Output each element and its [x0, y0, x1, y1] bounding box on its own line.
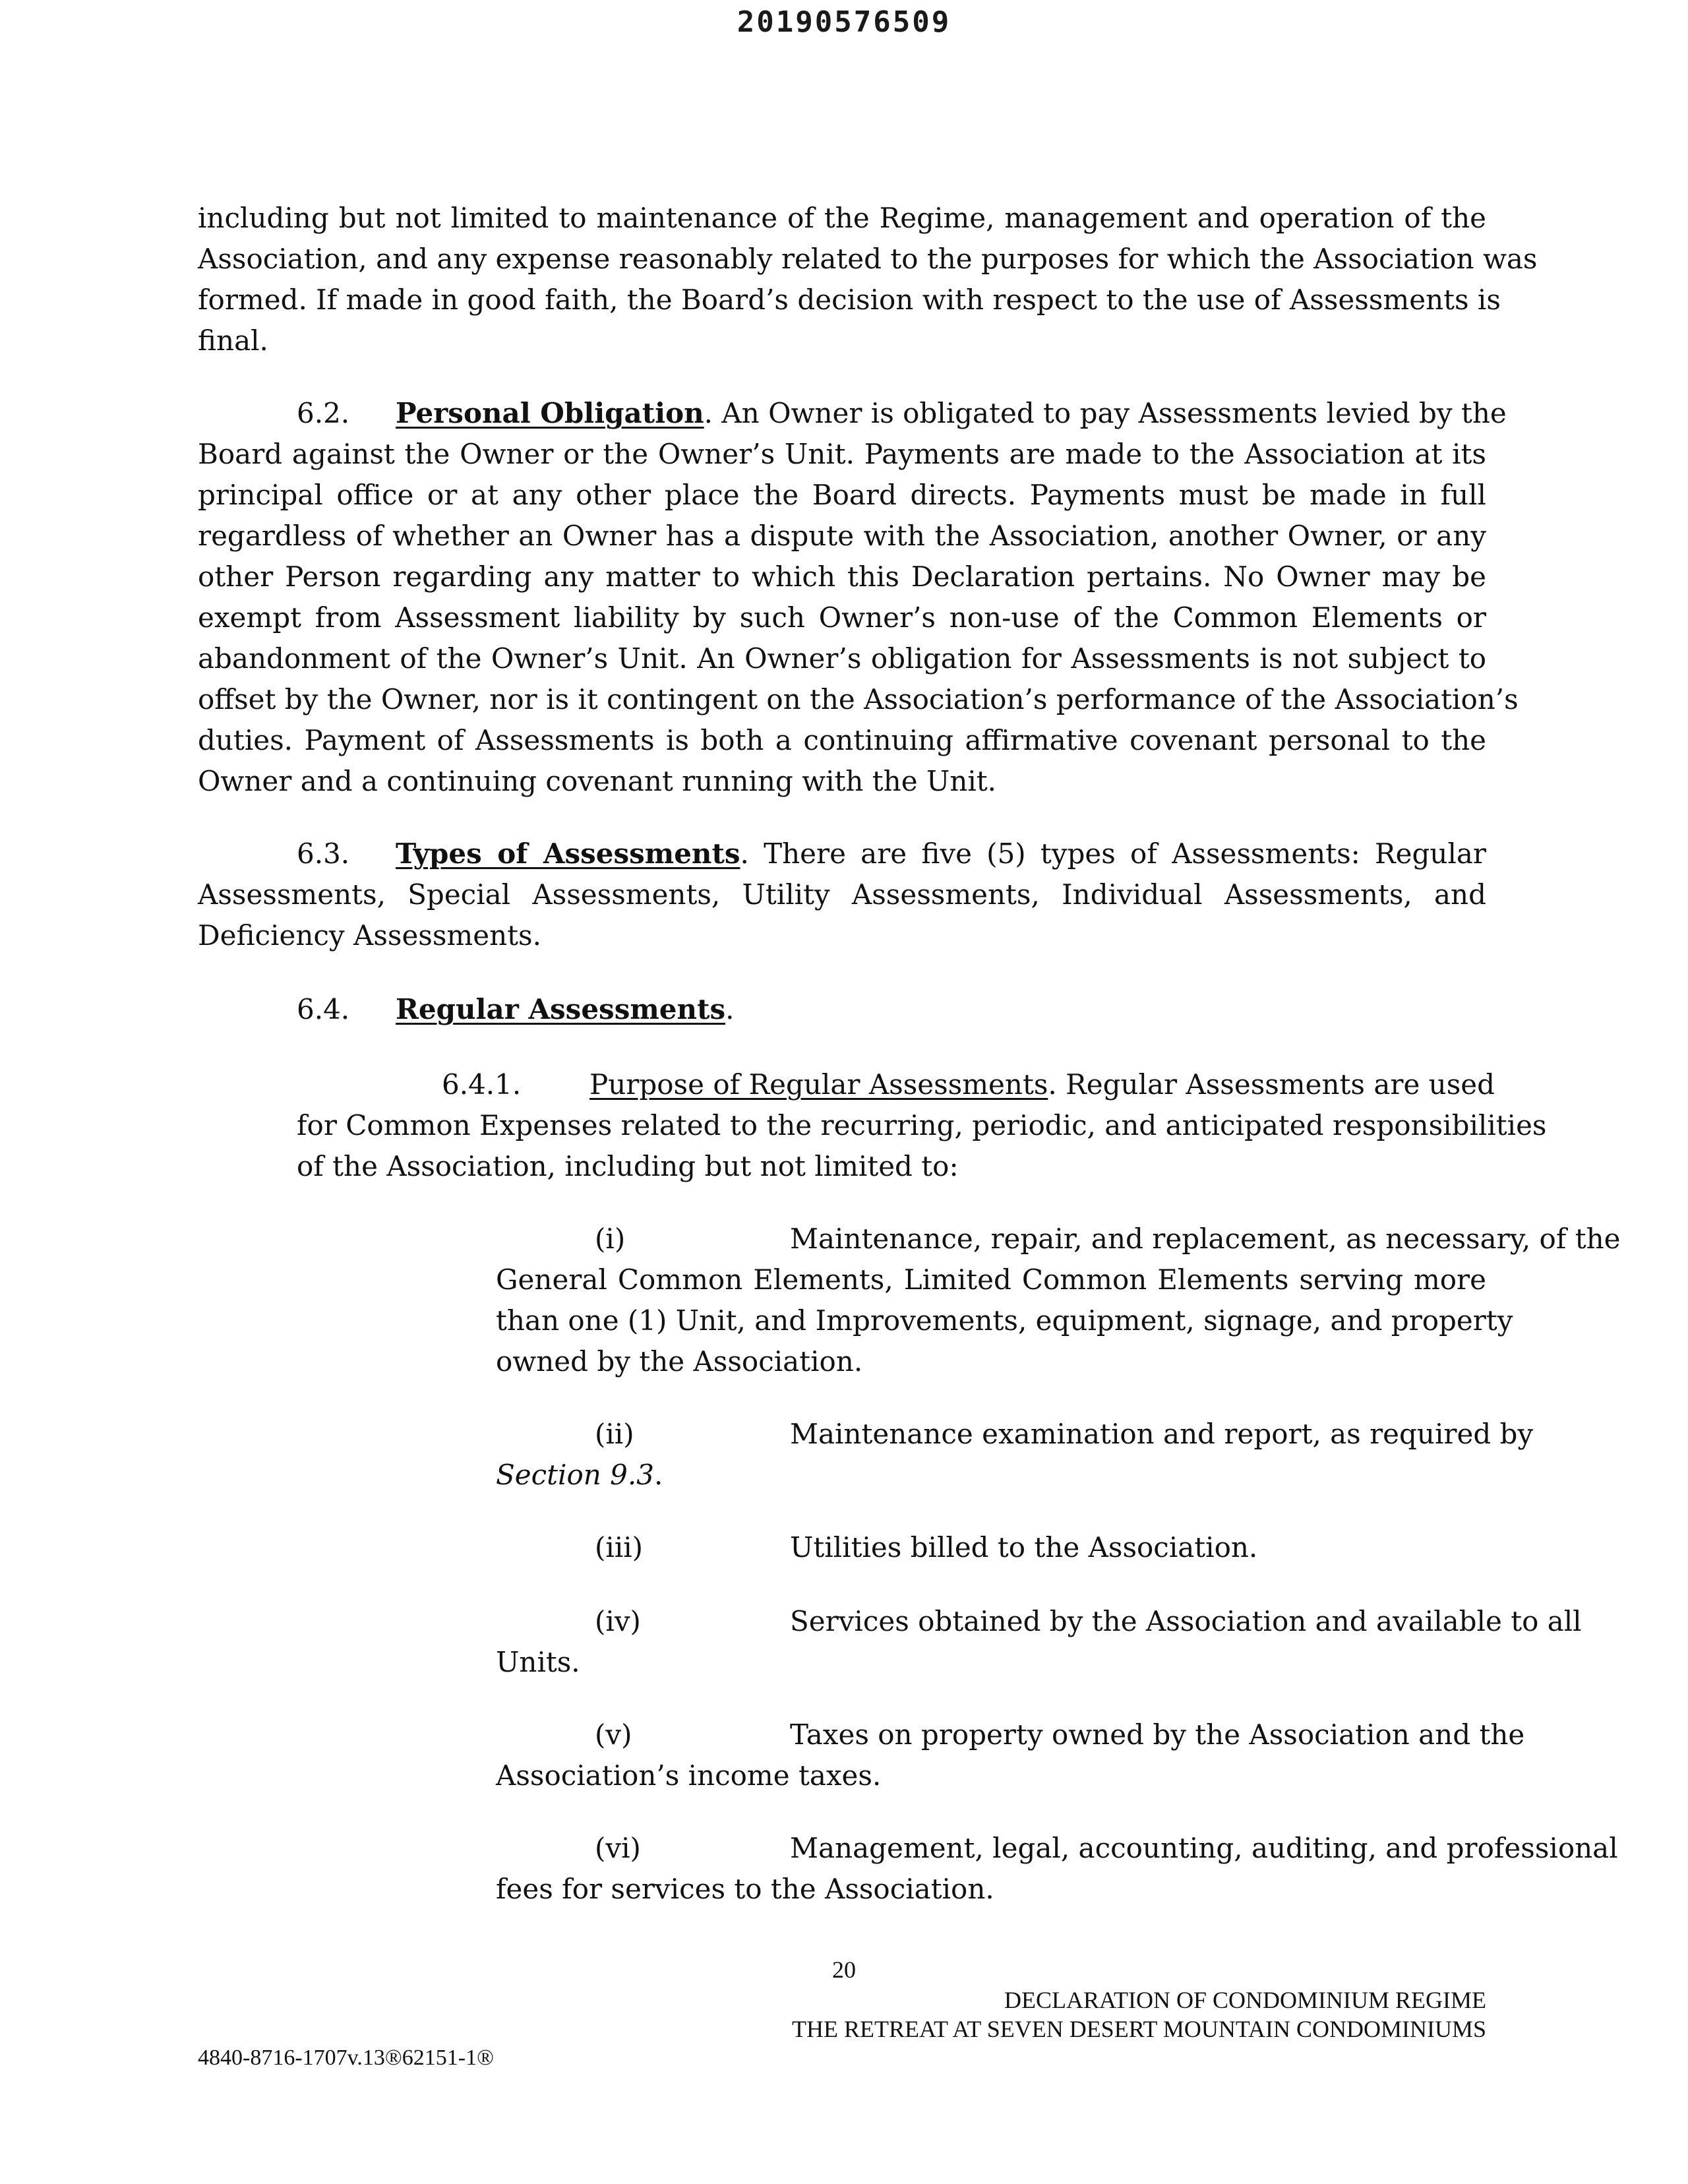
- text-run: Services obtained by the Association and available to all: [790, 1605, 1582, 1637]
- section-number: 6.4.: [297, 993, 350, 1025]
- section-number: 6.3.: [297, 837, 350, 870]
- list-item: [496, 1219, 1621, 1382]
- intro-paragraph: [198, 198, 1538, 361]
- section-heading: Regular Assessments: [396, 993, 726, 1025]
- text-line: duties. Payment of Assessments is both a continuing affirmative covenant personal to the: [198, 724, 1486, 756]
- text-run: . An Owner is obligated to pay Assessments levied by the: [704, 397, 1507, 429]
- text-line: General Common Elements, Limited Common Elements serving more: [496, 1263, 1486, 1296]
- footer-title-line-2: THE RETREAT AT SEVEN DESERT MOUNTAIN CONDOMINIUMS: [792, 2016, 1486, 2042]
- text-run: . Regular Assessments are used: [1048, 1068, 1495, 1101]
- document-id: 4840-8716-1707v.13®62151-1®: [198, 2046, 494, 2070]
- list-item: [496, 1714, 1525, 1796]
- text-line: Units.: [496, 1646, 580, 1678]
- text-run: Maintenance examination and report, as required by: [790, 1418, 1534, 1450]
- item-first-line: [496, 1714, 1525, 1755]
- text-line: offset by the Owner, nor is it contingent on the Association’s performance of the Association’s: [198, 683, 1519, 715]
- text-run: .: [725, 993, 735, 1025]
- section-first-line: [198, 989, 1486, 1030]
- text-line: Association, and any expense reasonably related to the purposes for which the Association was: [198, 243, 1538, 275]
- text-run: Taxes on property owned by the Association and the: [790, 1718, 1525, 1751]
- section-reference: Section 9.3: [496, 1459, 654, 1491]
- section-heading: Types of Assessments: [396, 837, 740, 870]
- item-first-line: [496, 1601, 1582, 1642]
- text-line: regardless of whether an Owner has a dispute with the Association, another Owner, or any: [198, 520, 1486, 552]
- list-item: [496, 1828, 1618, 1910]
- item-first-line: [496, 1414, 1534, 1455]
- section-number: 6.4.1.: [442, 1068, 522, 1101]
- section-6-4: [198, 989, 1486, 1030]
- text-line: abandonment of the Owner’s Unit. An Owner’s obligation for Assessments is not subject to: [198, 642, 1486, 675]
- item-label: (i): [595, 1223, 626, 1255]
- text-line: Assessments, Special Assessments, Utility Assessments, Individual Assessments, and: [198, 878, 1486, 911]
- list-item: [496, 1601, 1582, 1683]
- item-first-line: [496, 1828, 1618, 1869]
- text-line: for Common Expenses related to the recurring, periodic, and anticipated responsibilities: [297, 1109, 1547, 1141]
- text-line: principal office or at any other place the Board directs. Payments must be made in full: [198, 479, 1486, 511]
- text-line: Association’s income taxes.: [496, 1759, 882, 1792]
- section-6-2: [198, 393, 1519, 802]
- text-line: Board against the Owner or the Owner’s Unit. Payments are made to the Association at its: [198, 438, 1486, 470]
- text-line: final.: [198, 324, 268, 357]
- text-line: fees for services to the Association.: [496, 1873, 994, 1905]
- page-number: 20: [832, 1957, 856, 1983]
- text-run: .: [653, 1459, 663, 1491]
- item-label: (iii): [595, 1531, 644, 1563]
- section-6-3: [198, 834, 1486, 956]
- list-item: [496, 1527, 1486, 1568]
- text-line: than one (1) Unit, and Improvements, equipment, signage, and property: [496, 1304, 1513, 1337]
- item-first-line: [496, 1527, 1486, 1568]
- text-run: . There are five (5) types of Assessments: Regular: [740, 837, 1486, 870]
- text-line: of the Association, including but not limited to:: [297, 1150, 959, 1182]
- text-run: Maintenance, repair, and replacement, as necessary, of the: [790, 1223, 1621, 1255]
- item-label: (iv): [595, 1605, 641, 1637]
- document-number: 20190576509: [737, 5, 951, 39]
- text-line: formed. If made in good faith, the Board’s decision with respect to the use of Assessments is: [198, 284, 1501, 316]
- item-label: (v): [595, 1718, 632, 1751]
- text-run: Management, legal, accounting, auditing, and professional: [790, 1832, 1618, 1864]
- section-6-4-1: [297, 1064, 1547, 1187]
- text-line: including but not limited to maintenance of the Regime, management and operation of the: [198, 202, 1486, 234]
- footer-title-line-1: DECLARATION OF CONDOMINIUM REGIME: [1004, 1987, 1486, 2013]
- item-first-line: [496, 1219, 1621, 1259]
- text-line: [496, 1455, 1486, 1496]
- section-first-line: [198, 834, 1486, 874]
- section-first-line: [198, 393, 1507, 434]
- item-label: (vi): [595, 1832, 641, 1864]
- text-line: owned by the Association.: [496, 1345, 863, 1378]
- section-first-line: [297, 1064, 1495, 1105]
- text-run: Utilities billed to the Association.: [790, 1531, 1258, 1563]
- section-heading: Personal Obligation: [396, 397, 704, 429]
- text-line: Deficiency Assessments.: [198, 919, 541, 952]
- item-label: (ii): [595, 1418, 634, 1450]
- list-item: [496, 1414, 1534, 1496]
- section-number: 6.2.: [297, 397, 350, 429]
- text-line: other Person regarding any matter to which this Declaration pertains. No Owner may be: [198, 561, 1486, 593]
- text-line: exempt from Assessment liability by such Owner’s non-use of the Common Elements or: [198, 601, 1486, 634]
- text-line: Owner and a continuing covenant running with the Unit.: [198, 765, 997, 797]
- section-heading: Purpose of Regular Assessments: [589, 1068, 1048, 1101]
